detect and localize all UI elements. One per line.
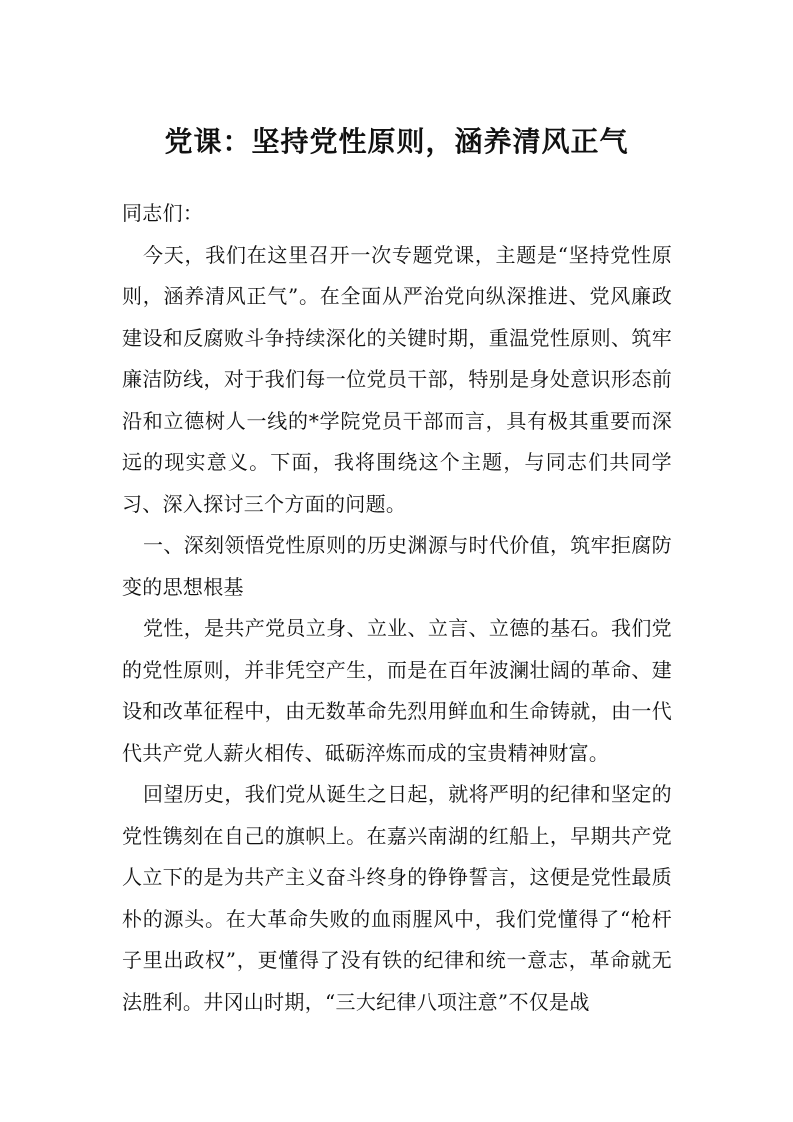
paragraph-intro: 今天，我们在这里召开一次专题党课，主题是“坚持党性原则，涵养清风正气”。在全面从严治党向纵深推进、党风廉政建设和反腐败斗争持续深化的关键时期，重温党性原则、筑牢廉洁防线，对于我们每一位党员干部，特别是身处意识形态前沿和立德树人一线的*学院党员干部而言，具有极其重要而深远的现实意义。下面，我将围绕这个主题，与同志们共同学习、深入探讨三个方面的问题。 (122, 242, 672, 516)
document-title: 党课：坚持党性原则，涵养清风正气 (164, 125, 629, 158)
salutation: 同志们： (122, 201, 204, 225)
section-heading-1: 一、深刻领悟党性原则的历史渊源与时代价值，筑牢拒腐防变的思想根基 (122, 533, 672, 599)
document-body (122, 193, 672, 1023)
paragraph-history: 回望历史，我们党从诞生之日起，就将严明的纪律和坚定的党性镌刻在自己的旗帜上。在嘉兴南湖的红船上，早期共产党人立下的是为共产主义奋斗终身的铮铮誓言，这便是党性最质朴的源头。在大革命失败的血雨腥风中，我们党懂得了“枪杆子里出政权”，更懂得了没有铁的纪律和统一意志，革命就无法胜利。井冈山时期，“三大纪律八项注意”不仅是战 (122, 782, 672, 1014)
paragraph-party-spirit: 党性，是共产党员立身、立业、立言、立德的基石。我们党的党性原则，并非凭空产生，而是在百年波澜壮阔的革命、建设和改革征程中，由无数革命先烈用鲜血和生命铸就，由一代代共产党人薪火相传、砥砺淬炼而成的宝贵精神财富。 (122, 616, 672, 765)
